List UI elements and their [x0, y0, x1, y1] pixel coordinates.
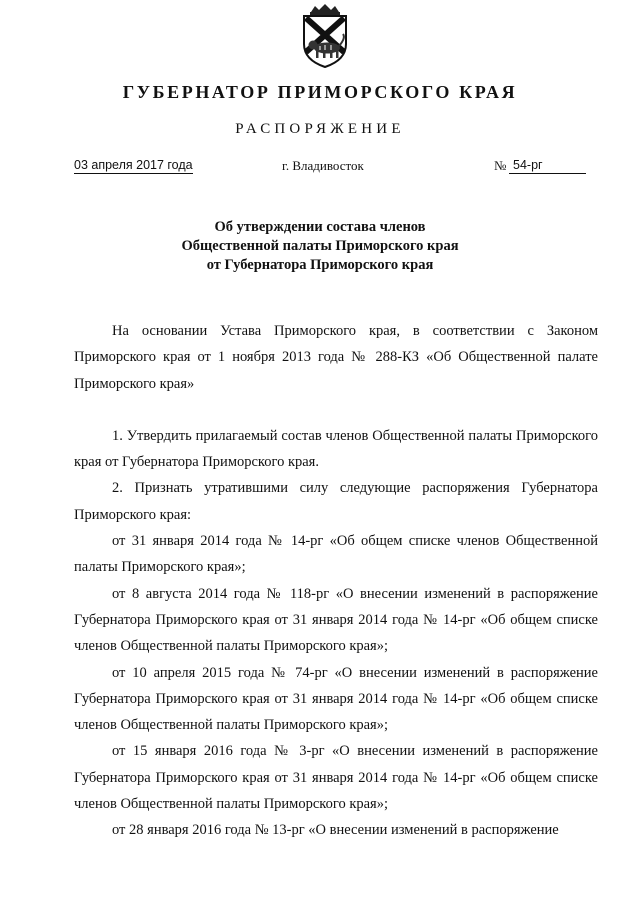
list-item: от 10 апреля 2015 года № 74-рг «О внесении изменений в распоряжение Губернатора Приморского края от 31 января 2014 года № 14-рг «Об общем списке членов Общественной палаты Приморского края»; [74, 664, 598, 734]
item-1-paragraph: 1. Утвердить прилагаемый состав членов Общественной палаты Приморского края от Губернатора Приморского края. [74, 427, 598, 471]
document-title: ГУБЕРНАТОР ПРИМОРСКОГО КРАЯ [122, 82, 518, 102]
document-date: 03 апреля 2017 года [74, 158, 193, 172]
item-2-paragraph: 2. Признать утратившими силу следующие распоряжения Губернатора Приморского края: [74, 480, 598, 523]
document-heading [0, 218, 640, 275]
heading-line: Об утверждении состава членов [214, 219, 426, 235]
preamble-paragraph: На основании Устава Приморского края, в соответствии с Законом Приморского края от 1 ноября 2013 года № 288-КЗ «Об Общественной палате Приморского края» [74, 323, 598, 392]
document-number: 54-рг [509, 158, 586, 174]
heading-line: Общественной палаты Приморского края [181, 238, 459, 254]
list-item: от 8 августа 2014 года № 118-рг «О внесении изменений в распоряжение Губернатора Приморского края от 31 января 2014 года № 14-рг «Об общем списке членов Общественной палаты Приморского края»; [74, 585, 598, 655]
document-body [74, 318, 598, 844]
list-item: от 31 января 2014 года № 14-рг «Об общем списке членов Общественной палаты Приморского края»; [74, 533, 598, 576]
list-item: от 28 января 2016 года № 13-рг «О внесении изменений в распоряжение [112, 822, 559, 839]
heading-line: от Губернатора Приморского края [206, 257, 434, 273]
document-number-label: № [494, 158, 507, 173]
document-type: РАСПОРЯЖЕНИЕ [235, 121, 405, 137]
document-city: г. Владивосток [282, 158, 364, 173]
list-item: от 15 января 2016 года № 3-рг «О внесении изменений в распоряжение Губернатора Приморского края от 31 января 2014 года № 14-рг «Об общем списке членов Общественной палаты Приморского края»; [74, 743, 598, 813]
coat-of-arms-tiger-icon [298, 4, 352, 68]
